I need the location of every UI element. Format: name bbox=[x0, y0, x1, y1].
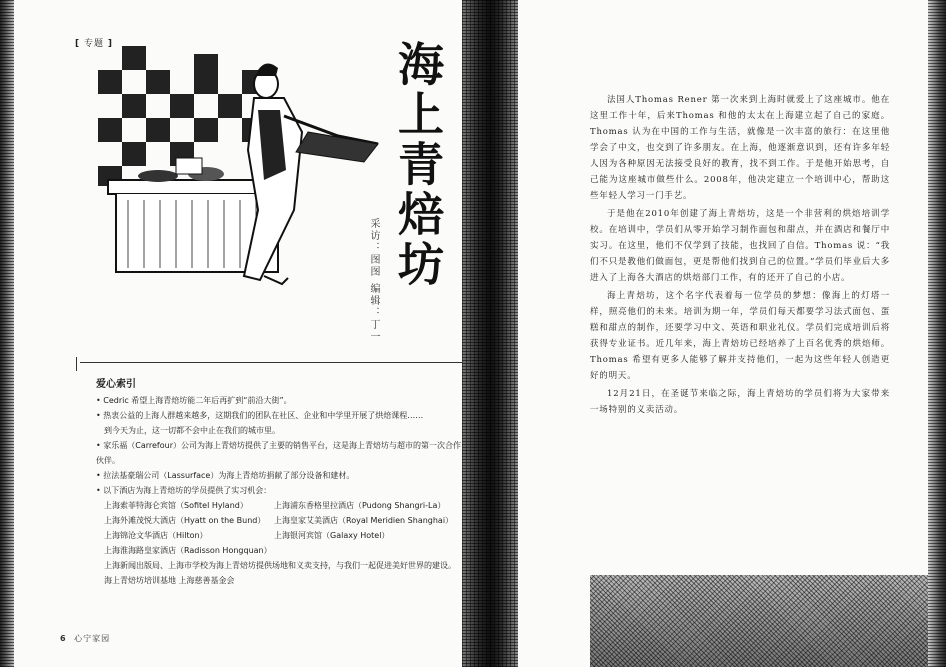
body-paragraph: 海上青焙坊，这个名字代表着每一位学员的梦想：像海上的灯塔一样，照亮他们的未来。培训为期一年，学员们每天都要学习法式面包、蛋糕和甜点的制作，还要学习中文、英语和职业礼仪。学员们完成培训后将获得专业证书。近几年来，海上青焙坊已经培养了上百名优秀的烘焙师。Thomas 希望有更多人能够了解并支持他们，一起为这些年轻人创造更好的明天。 bbox=[590, 291, 890, 381]
info-closing: 海上青焙坊培训基地 上海慈善基金会 bbox=[104, 576, 235, 585]
right-page bbox=[512, 0, 946, 667]
byline: 采访：图图 编辑：丁一 bbox=[368, 218, 379, 344]
info-box bbox=[80, 362, 468, 607]
section-tag: [ 专题 ] bbox=[75, 39, 114, 49]
info-closing: 上海新闻出版局、上海市学校为海上青焙坊提供场地和义卖支持，与我们一起促进美好世界的建设。 bbox=[104, 561, 456, 570]
info-bullet-continued: 到今天为止，这一切都不会中止在我们的城市里。 bbox=[104, 426, 280, 435]
hotel-item: 上海锦沧文华酒店（Hilton） bbox=[104, 531, 208, 540]
article-body bbox=[590, 92, 890, 420]
page-folio bbox=[60, 633, 110, 644]
hotel-item: 上海外滩茂悦大酒店（Hyatt on the Bund） bbox=[104, 516, 266, 525]
book-gutter-shadow bbox=[462, 0, 518, 667]
scan-edge-left bbox=[0, 0, 14, 667]
body-paragraph: 12月21日，在圣诞节来临之际，海上青焙坊的学员们将为大家带来一场特别的义卖活动。 bbox=[590, 389, 890, 415]
scan-noise-bottom bbox=[590, 575, 928, 667]
baker-figure bbox=[244, 63, 378, 284]
magazine-name: 心宁家园 bbox=[74, 634, 111, 643]
hotel-item: 上海浦东香格里拉酒店（Pudong Shangri-La） bbox=[274, 501, 446, 510]
body-paragraph: 法国人Thomas Rener 第一次来到上海时就爱上了这座城市。他在这里工作十年，后来Thomas 和他的太太在上海建立起了自己的家庭。Thomas 认为在中国的工作与生活，就像是一次丰富的旅行：在这里他学会了中文，也交到了许多朋友。在上海，他逐渐意识到，还有许多年轻人因为各种原因无法接受良好的教育，找不到工作。于是他开始思考，自己能为这座城市做些什么。2008年，他决定建立一个培训中心，帮助这些年轻人学习一门手艺。 bbox=[590, 95, 890, 201]
scan-edge-right bbox=[928, 0, 946, 667]
page-number: 6 bbox=[60, 634, 67, 643]
info-box-heading: 爱心索引 bbox=[96, 379, 136, 390]
info-bullet: • 以下酒店为海上青焙坊的学员提供了实习机会： bbox=[96, 486, 272, 495]
info-bullet: • 热衷公益的上海人群越来越多，这期我们的团队在社区、企业和中学里开展了烘焙课程…… bbox=[96, 411, 424, 420]
hotel-item: 上海皇家艾美酒店（Royal Meridien Shanghai） bbox=[274, 516, 454, 525]
hotel-item: 上海淮海路皇家酒店（Radisson Hongquan） bbox=[104, 546, 272, 555]
info-bullet: • Cedric 希望上海青焙坊能二年后再扩到“前沿大街”。 bbox=[96, 396, 292, 405]
info-bullet: • 家乐福（Carrefour）公司为海上青焙坊提供了主要的销售平台，这是海上青焙坊与超市的第一次合作伙伴。 bbox=[96, 441, 462, 465]
box-corner-left bbox=[76, 357, 77, 371]
article-title: 海上青焙坊 bbox=[391, 40, 445, 290]
info-bullet: • 拉法基豪瑞公司（Lassurface）为海上青焙坊捐献了部分设备和建材。 bbox=[96, 471, 355, 480]
baker-illustration bbox=[88, 40, 388, 290]
left-page bbox=[0, 0, 470, 667]
body-paragraph: 于是他在2010年创建了海上青焙坊，这是一个非营利的烘焙培训学校。在培训中，学员们从零开始学习制作面包和甜点，并在酒店和餐厅中实习。在这里，他们不仅学到了技能，也找回了自信。Thomas 说：“我们不只是教他们做面包，更是帮他们找到自己的位置。”学员们毕业后大多进入了上海各大酒店的烘焙部门工作，有的还开了自己的小店。 bbox=[590, 209, 890, 283]
info-bullets bbox=[96, 393, 466, 588]
hotel-item: 上海索菲特海仑宾馆（Sofitel Hyland） bbox=[104, 501, 248, 510]
hotel-item: 上海银河宾馆（Galaxy Hotel） bbox=[274, 531, 390, 540]
hotel-list bbox=[96, 498, 466, 558]
